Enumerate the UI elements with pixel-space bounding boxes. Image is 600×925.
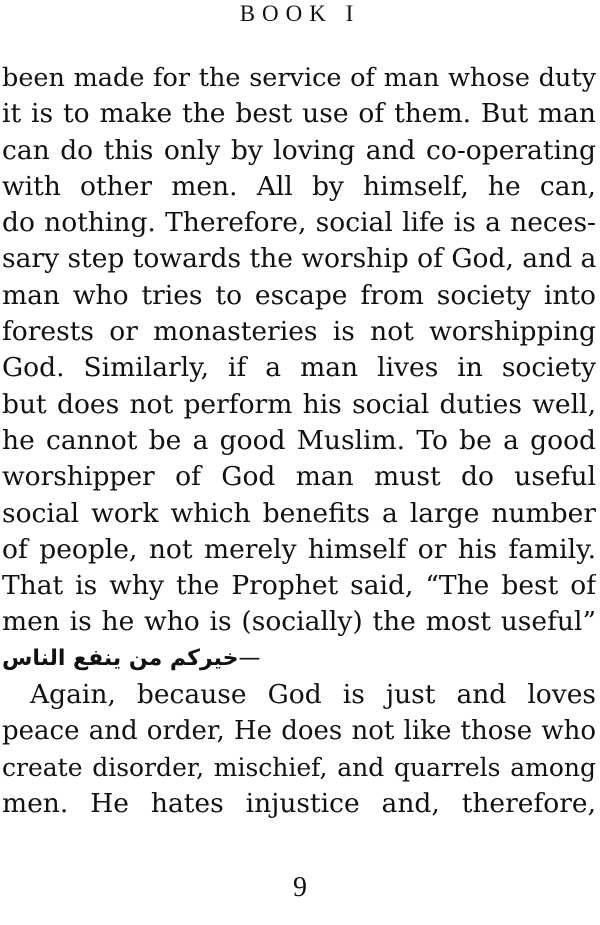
text-line: with other men. All by himself, he can, bbox=[2, 170, 596, 202]
text-line: Again, because God is just and loves bbox=[30, 679, 596, 711]
text-line: man who tries to escape from society into bbox=[2, 279, 596, 311]
text-line: do nothing. Therefore, social life is a neces- bbox=[2, 207, 596, 239]
arabic-quote-line bbox=[2, 641, 596, 677]
text-line: it is to make the best use of them. But man bbox=[2, 98, 596, 130]
text-line: That is why the Prophet said, “The best of bbox=[2, 570, 596, 602]
arabic-quote: خيركم من ينفع الناس bbox=[2, 645, 239, 671]
text-line: forests or monasteries is not worshipping bbox=[2, 316, 596, 348]
text-line: men is he who is (socially) the most useful” bbox=[2, 606, 596, 638]
text-line: can do this only by loving and co-operating bbox=[2, 134, 596, 166]
running-head: BOOK I bbox=[239, 1, 361, 26]
text-line: worshipper of God man must do useful bbox=[2, 461, 596, 493]
page-number: 9 bbox=[293, 872, 307, 903]
text-line: peace and order, He does not like those who bbox=[2, 716, 596, 747]
text-line: he cannot be a good Muslim. To be a good bbox=[2, 424, 596, 456]
text-line: but does not perform his social duties well, bbox=[2, 388, 596, 420]
text-line: God. Similarly, if a man lives in society bbox=[2, 352, 596, 384]
em-dash: — bbox=[238, 645, 261, 671]
text-line: of people, not merely himself or his family. bbox=[2, 533, 596, 565]
text-line: been made for the service of man whose duty bbox=[2, 63, 596, 93]
body-text bbox=[2, 60, 596, 822]
text-line: social work which benefits a large number bbox=[2, 497, 596, 529]
text-line: sary step towards the worship of God, and a bbox=[2, 243, 596, 275]
text-line: create disorder, mischief, and quarrels among bbox=[2, 752, 596, 782]
text-line: men. He hates injustice and, therefore, bbox=[2, 787, 596, 819]
